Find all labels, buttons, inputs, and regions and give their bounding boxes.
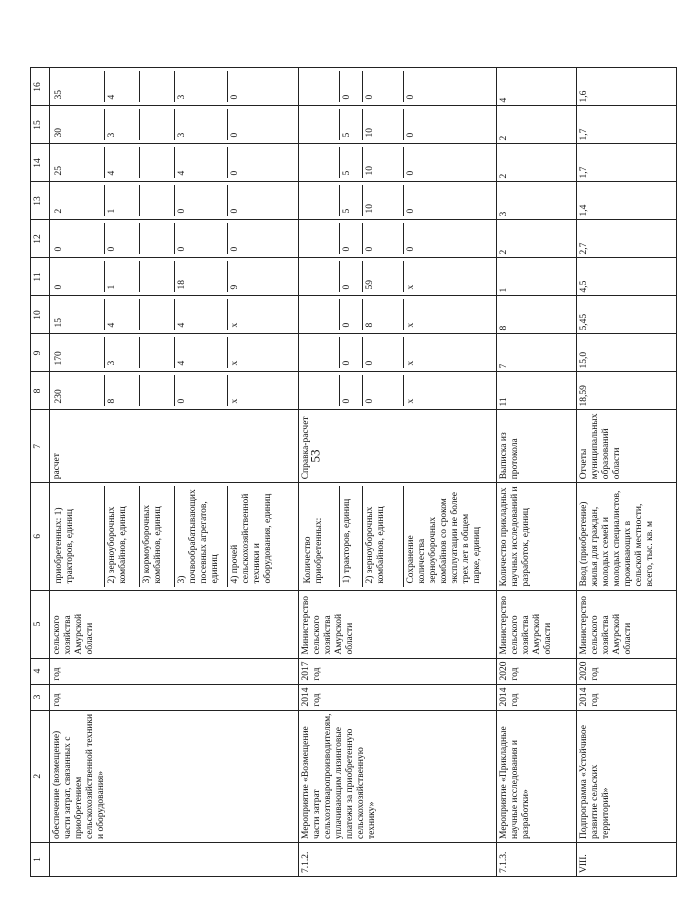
value: 3 <box>105 110 140 141</box>
value: 0 <box>340 262 363 293</box>
value <box>301 110 340 141</box>
value-cell <box>50 220 299 258</box>
value: 0 <box>406 170 416 176</box>
column-number: 9 <box>31 334 50 372</box>
value-cell <box>299 144 497 182</box>
end-year: 2020 год <box>497 658 577 684</box>
table-row <box>299 68 497 877</box>
indicator-name: Ввод (приобретение) жилья для граждан, молодых семей и молодых специалистов, проживающих в сельской местности, всего, тыс. кв. м <box>577 483 677 590</box>
value: 0 <box>52 224 105 255</box>
value <box>140 300 175 331</box>
indicator-name: 2) зерноуборочных комбайнов, единиц <box>105 486 140 586</box>
executor: Министерство сельского хозяйства Амурской области <box>577 590 677 658</box>
value: 15,0 <box>577 334 677 372</box>
row-number: VIII. <box>577 843 677 877</box>
value: 1 <box>497 258 577 296</box>
indicator-cell <box>299 483 497 590</box>
data-source: Выписка из протокола <box>497 410 577 483</box>
end-year: год <box>50 658 299 684</box>
value: 0 <box>230 170 240 176</box>
header-row <box>31 68 50 877</box>
event-name: Мероприятие «Возмещение части затрат сельхозтоваропроизводителям, уплачивающим лизинговые платежи за приобретенную сельскохозяйственную технику» <box>299 710 497 842</box>
column-number: 3 <box>31 684 50 710</box>
value <box>301 262 340 293</box>
column-number: 10 <box>31 296 50 334</box>
value <box>140 338 175 369</box>
value <box>301 376 340 407</box>
value: 9 <box>230 284 240 290</box>
value: 11 <box>497 372 577 410</box>
value: 18 <box>175 262 228 293</box>
data-source: Справка-расчет <box>299 410 497 483</box>
executor: Министерство сельского хозяйства Амурской области <box>497 590 577 658</box>
page-number: 53 <box>307 449 323 463</box>
value: x <box>406 360 416 366</box>
value: 8 <box>105 376 140 407</box>
value <box>140 72 175 103</box>
value: 5,45 <box>577 296 677 334</box>
value: 1,4 <box>577 182 677 220</box>
value: 7 <box>497 334 577 372</box>
value: 10 <box>363 186 404 217</box>
column-number: 12 <box>31 220 50 258</box>
table-row <box>577 68 677 877</box>
column-number: 8 <box>31 372 50 410</box>
indicator-name: 3) почвообрабатывающих посевных агрегатов, единиц <box>175 486 228 586</box>
value: 0 <box>175 224 228 255</box>
start-year: 2014 год <box>497 684 577 710</box>
column-number: 4 <box>31 658 50 684</box>
column-number: 16 <box>31 68 50 106</box>
value: 230 <box>52 376 105 407</box>
value: 59 <box>363 262 404 293</box>
value: 10 <box>363 148 404 179</box>
value: 0 <box>230 208 240 214</box>
value <box>140 148 175 179</box>
value: 35 <box>52 72 105 103</box>
data-source: Отчеты муниципальных образований области <box>577 410 677 483</box>
value <box>301 148 340 179</box>
value: 0 <box>340 224 363 255</box>
value: 3 <box>497 182 577 220</box>
value: 0 <box>340 72 363 103</box>
value-cell <box>50 258 299 296</box>
indicator-name: 4) прочей сельскохозяйственной техники и оборудования, единиц <box>230 493 273 584</box>
event-name: Мероприятие «Прикладные научные исследования и разработки» <box>497 710 577 842</box>
value: 1 <box>105 186 140 217</box>
value <box>140 110 175 141</box>
value-cell <box>299 258 497 296</box>
indicator-cell <box>50 483 299 590</box>
value: 8 <box>363 300 404 331</box>
value: 8 <box>497 296 577 334</box>
value-cell <box>299 334 497 372</box>
value: 1,7 <box>577 106 677 144</box>
value: 0 <box>175 376 228 407</box>
data-source: расчет <box>50 410 299 483</box>
value: 4 <box>175 300 228 331</box>
indicator-table <box>30 68 677 878</box>
value: 25 <box>52 148 105 179</box>
value-cell <box>50 296 299 334</box>
row-number: 7.1.2. <box>299 843 497 877</box>
column-number: 14 <box>31 144 50 182</box>
value: x <box>230 398 240 404</box>
start-year: год <box>50 684 299 710</box>
value <box>301 300 340 331</box>
value <box>301 224 340 255</box>
value-cell <box>50 106 299 144</box>
value: 0 <box>340 338 363 369</box>
value: 18,59 <box>577 372 677 410</box>
value: 0 <box>340 376 363 407</box>
value-cell <box>299 106 497 144</box>
value-cell <box>50 334 299 372</box>
value <box>301 338 340 369</box>
value <box>140 262 175 293</box>
value: x <box>406 284 416 290</box>
indicator-name: Количество приобретенных: <box>301 486 340 586</box>
value: 0 <box>406 94 416 100</box>
value: 2 <box>497 106 577 144</box>
value: 0 <box>363 224 404 255</box>
value: x <box>406 322 416 328</box>
column-number: 5 <box>31 590 50 658</box>
value: 4 <box>105 300 140 331</box>
indicator-name: Сохранение количества зерноуборочных комбайнов со сроком эксплуатации не более трех лет в общем парке, единиц <box>406 492 482 584</box>
value: 3 <box>175 110 228 141</box>
indicator-name: приобретенных: 1) тракторов, единиц <box>52 486 105 586</box>
column-number: 13 <box>31 182 50 220</box>
value-cell <box>299 182 497 220</box>
value: 0 <box>406 132 416 138</box>
row-number <box>50 843 299 877</box>
value: 3 <box>105 338 140 369</box>
value: 15 <box>52 300 105 331</box>
end-year: 2017 год <box>299 658 497 684</box>
indicator-name: 3) кормоуборочных комбайнов, единиц <box>140 486 175 586</box>
value: 1,7 <box>577 144 677 182</box>
value: 4 <box>105 72 140 103</box>
value: 4 <box>497 68 577 106</box>
value: 0 <box>406 208 416 214</box>
rotated-page <box>0 67 655 905</box>
value: 30 <box>52 110 105 141</box>
value: 0 <box>105 224 140 255</box>
row-number: 7.1.3. <box>497 843 577 877</box>
value-cell <box>299 220 497 258</box>
value: 0 <box>340 300 363 331</box>
column-number: 11 <box>31 258 50 296</box>
value: 0 <box>363 376 404 407</box>
value <box>301 72 340 103</box>
value <box>140 224 175 255</box>
value: 0 <box>363 72 404 103</box>
value: 0 <box>230 132 240 138</box>
executor: Министерство сельского хозяйства Амурской области <box>299 590 497 658</box>
value: 2 <box>497 220 577 258</box>
indicator-name: Количество прикладных научных исследований и разработок, единиц <box>497 483 577 590</box>
value-cell <box>50 182 299 220</box>
value: 10 <box>363 110 404 141</box>
value: 0 <box>175 186 228 217</box>
value: 5 <box>340 148 363 179</box>
value <box>140 376 175 407</box>
value: 2 <box>52 186 105 217</box>
indicator-name: 1) тракторов, единиц <box>340 486 363 586</box>
value: 0 <box>363 338 404 369</box>
value: 5 <box>340 110 363 141</box>
value: 4,5 <box>577 258 677 296</box>
event-name: Подпрограмма «Устойчивое развитие сельских территорий» <box>577 710 677 842</box>
column-number: 7 <box>31 410 50 483</box>
value: x <box>230 322 240 328</box>
value: 4 <box>175 338 228 369</box>
value: 3 <box>175 72 228 103</box>
end-year: 2020 год <box>577 658 677 684</box>
value-cell <box>50 144 299 182</box>
table-row <box>50 68 299 877</box>
value: 170 <box>52 338 105 369</box>
value: 1 <box>105 262 140 293</box>
value: 2 <box>497 144 577 182</box>
value: 0 <box>230 94 240 100</box>
value: x <box>406 398 416 404</box>
value-cell <box>50 68 299 106</box>
start-year: 2014 год <box>299 684 497 710</box>
start-year: 2014 год <box>577 684 677 710</box>
indicator-name: 2) зерноуборочных комбайнов, единиц <box>363 486 404 586</box>
value: x <box>230 360 240 366</box>
column-number: 6 <box>31 483 50 590</box>
value <box>140 186 175 217</box>
value: 0 <box>52 262 105 293</box>
value: 2,7 <box>577 220 677 258</box>
value: 4 <box>175 148 228 179</box>
value <box>301 186 340 217</box>
value: 5 <box>340 186 363 217</box>
column-number: 1 <box>31 843 50 877</box>
executor: сельского хозяйства Амурской области <box>50 590 299 658</box>
value-cell <box>299 68 497 106</box>
value: 0 <box>230 246 240 252</box>
event-name: обеспечение (возмещение) части затрат, связанных с приобретением сельскохозяйственной техники и оборудования» <box>50 710 299 842</box>
value-cell <box>299 372 497 410</box>
value: 1,6 <box>577 68 677 106</box>
table-row <box>497 68 577 877</box>
column-number: 15 <box>31 106 50 144</box>
value: 4 <box>105 148 140 179</box>
column-number: 2 <box>31 710 50 842</box>
value: 0 <box>406 246 416 252</box>
value-cell <box>50 372 299 410</box>
value-cell <box>299 296 497 334</box>
